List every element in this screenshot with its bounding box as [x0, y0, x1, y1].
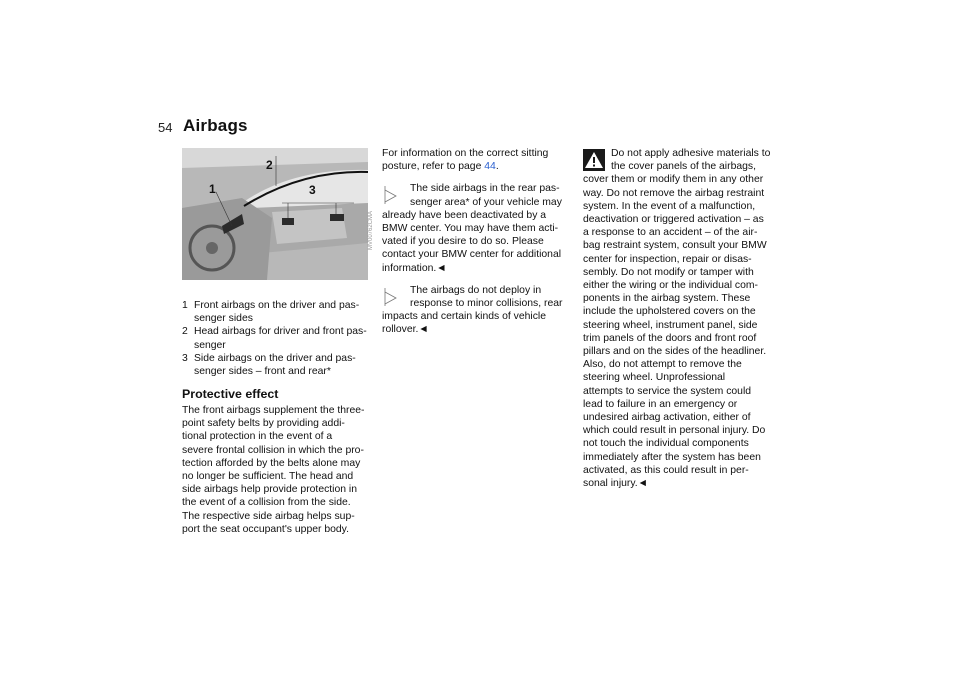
- airbag-illustration: [182, 148, 368, 280]
- legend-item: 2 Head airbags for driver and front pas- senger: [182, 326, 367, 351]
- figure-legend: [182, 299, 382, 378]
- image-code: MV00762CMA: [368, 210, 374, 250]
- warning-icon: [583, 149, 605, 171]
- note-arrow-icon: [382, 286, 404, 308]
- callout-1: 1: [209, 182, 216, 196]
- callout-3: 3: [309, 183, 316, 197]
- note-deployment: The airbags do not deploy in response to minor collisions, rear impacts and certain kinds of vehicle rollover.◄: [382, 284, 563, 336]
- section-heading: Protective effect: [182, 387, 279, 401]
- car-interior-drawing: [182, 148, 368, 280]
- column-2: [382, 147, 574, 337]
- warning-block: Do not apply adhesive materials to the cover panels of the airbags, cover them or modify them in any other way. Do not remove the airbag restraint system. In the event of a malfunction, deactivation or triggered activation – as a response to an accident – of the air- bag restraint system, consult your BMW center for inspection, repair or disas- sembly. Do not modify or tamper with either the wiring or the individual com- ponents in the airbag system. These include the upholstered covers on the steering wheel, instrument panel, side trim panels of the doors and front roof pillars and on the sides of the headliner. Also, do not attempt to remove the steering wheel. Unprofessional attempts to service the system could lead to failure in an emergency or undesired airbag activation, either of which could result in personal injury. Do not touch the individual components immediately after the system has been activated, as this could result in per- sonal injury.◄: [583, 148, 771, 490]
- intro-text: For information on the correct sitting posture, refer to page 44.: [382, 148, 549, 173]
- page-reference-link[interactable]: 44: [484, 161, 496, 173]
- protective-effect-text: The front airbags supplement the three- point safety belts by providing addi- tional protection in the event of a severe frontal collision in which the pro- tection afforded by the belts alone may no longer be sufficient. The head and side airbags help provide protection in the event of a collision from the side. The respective side airbag helps sup- port the seat occupant's upper body.: [182, 405, 365, 535]
- legend-item: 1 Front airbags on the driver and pas- senger sides: [182, 300, 360, 325]
- page-number: 54: [158, 120, 173, 135]
- page-title: Airbags: [183, 116, 248, 135]
- legend-item: 3 Side airbags on the driver and pas- senger sides – front and rear*: [182, 352, 356, 378]
- callout-2: 2: [266, 158, 273, 172]
- note-rear-side-airbags: The side airbags in the rear pas- senger area* of your vehicle may already have been deactivated by a BMW center. You may have them acti- vated if you desire to do so. Please contact your BMW center for additional information.◄: [382, 183, 562, 274]
- note-arrow-icon: [382, 184, 404, 206]
